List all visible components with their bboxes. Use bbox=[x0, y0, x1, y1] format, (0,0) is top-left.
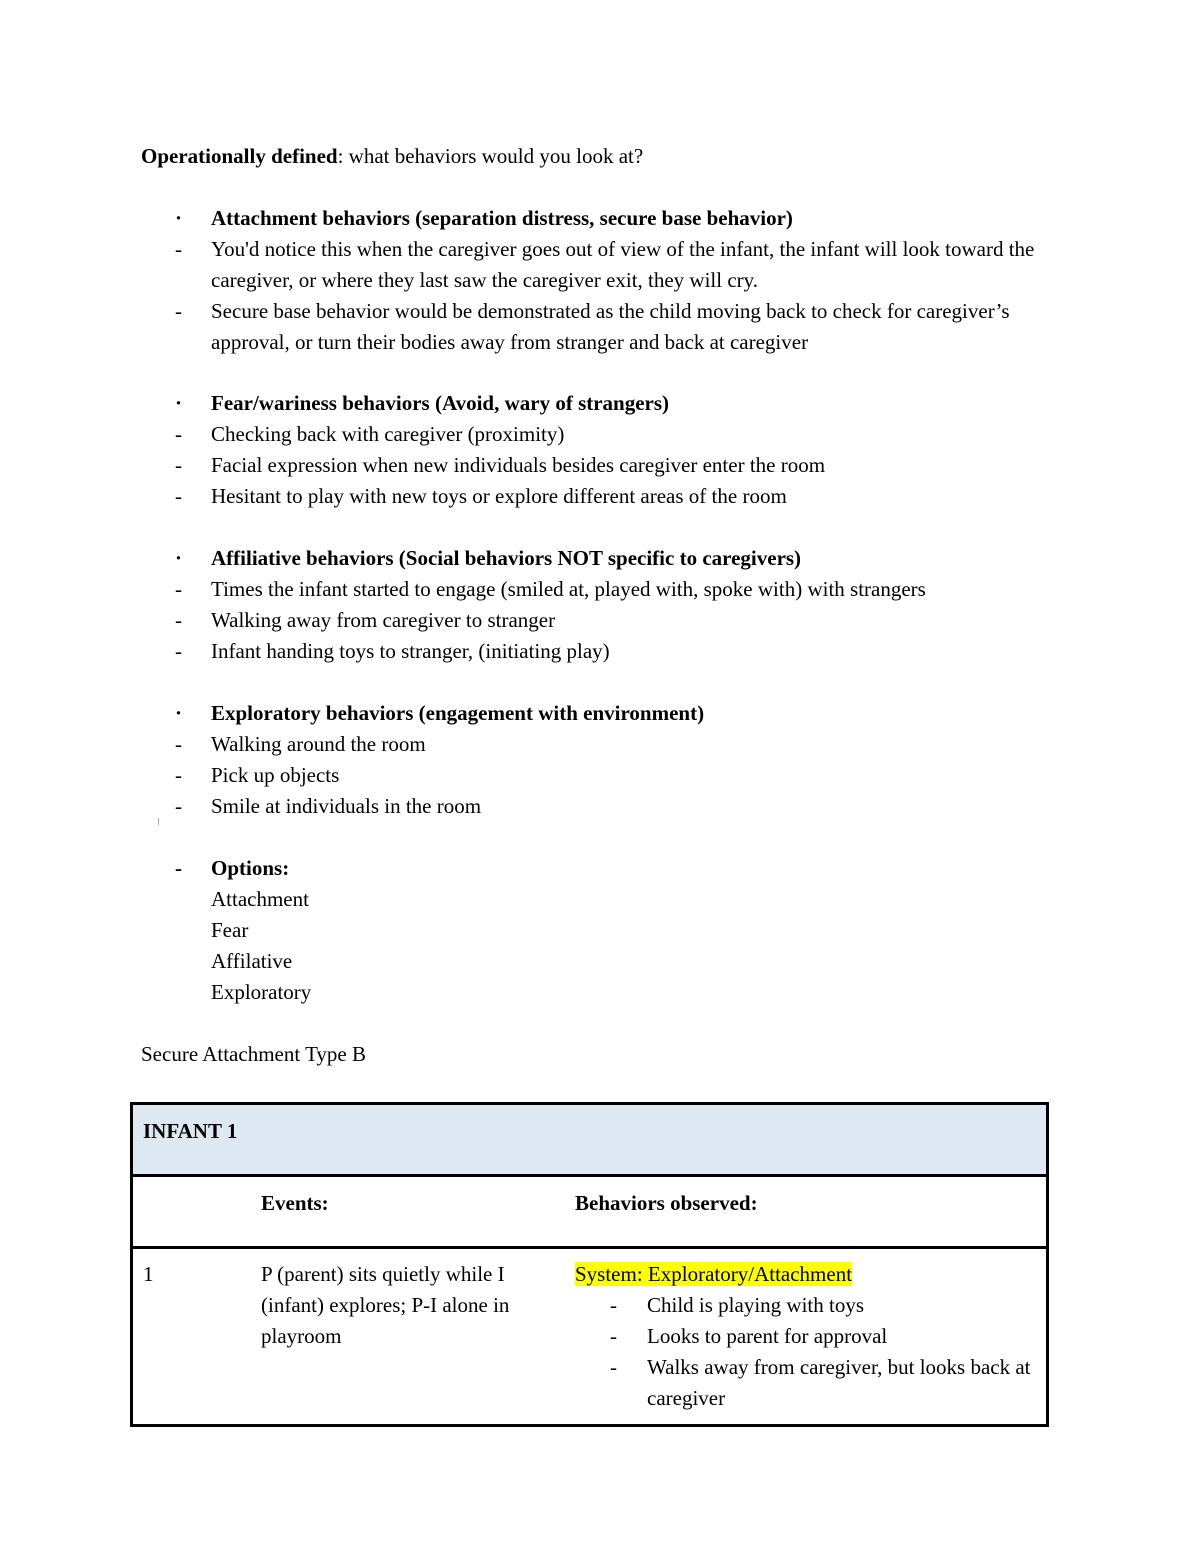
dash-marker: - bbox=[175, 422, 182, 446]
dash-marker: - bbox=[175, 856, 182, 880]
list-item: - Times the infant started to engage (smiled at, played with, spoke with) with strangers bbox=[141, 574, 1041, 605]
section-exploratory bbox=[141, 698, 1041, 822]
list-item: - Child is playing with toys bbox=[610, 1293, 865, 1317]
header-cell-empty bbox=[132, 1176, 262, 1248]
dash-marker: - bbox=[175, 453, 182, 477]
dash-marker: - bbox=[175, 608, 182, 632]
intro-question: : what behaviors would you look at? bbox=[337, 144, 644, 168]
intro-term: Operationally defined bbox=[141, 144, 338, 168]
dash-marker: - bbox=[175, 732, 182, 756]
list-item: - Walking away from caregiver to stranger bbox=[141, 605, 1041, 636]
list-item: - You'd notice this when the caregiver goes out of view of the infant, the infant will look toward the caregiver, or where they last saw the caregiver exit, they will cry. bbox=[141, 234, 1041, 296]
list-item: - Looks to parent for approval bbox=[610, 1324, 888, 1348]
system-highlight: System: Exploratory/Attachment bbox=[575, 1262, 853, 1286]
header-events: Events: bbox=[261, 1176, 575, 1248]
section-affiliative bbox=[141, 543, 1041, 667]
dash-marker: - bbox=[175, 763, 182, 787]
dash-marker: - bbox=[175, 484, 182, 508]
list-item: - Secure base behavior would be demonstrated as the child moving back to check for caregiver’s approval, or turn their bodies away from stranger and back at caregiver bbox=[141, 296, 1041, 358]
dash-marker: - bbox=[175, 577, 182, 601]
section-attachment bbox=[141, 203, 1041, 358]
bullet-dot: · bbox=[175, 701, 183, 725]
list-item: - Walking around the room bbox=[141, 729, 1041, 760]
stray-mark bbox=[158, 818, 159, 825]
section-heading: · Affiliative behaviors (Social behaviors NOT specific to caregivers) bbox=[141, 543, 1041, 574]
table-header-row bbox=[132, 1176, 1048, 1248]
header-behaviors: Behaviors observed: bbox=[575, 1176, 1048, 1248]
list-item: - Checking back with caregiver (proximity) bbox=[141, 419, 1041, 450]
options-heading: - Options: bbox=[141, 853, 1041, 884]
behavior-list bbox=[575, 1290, 1046, 1414]
section-heading: · Attachment behaviors (separation distress, secure base behavior) bbox=[141, 203, 1041, 234]
bullet-dot: · bbox=[175, 546, 183, 570]
row-event: P (parent) sits quietly while I (infant) explores; P-I alone in playroom bbox=[261, 1262, 510, 1348]
bullet-dot: · bbox=[175, 206, 183, 230]
section-options bbox=[141, 853, 1041, 1008]
section-fear bbox=[141, 388, 1041, 512]
section-heading: · Exploratory behaviors (engagement with environment) bbox=[141, 698, 1041, 729]
option-item: Affilative bbox=[211, 949, 293, 973]
option-item: Fear bbox=[211, 918, 249, 942]
dash-marker: - bbox=[175, 237, 182, 261]
row-number: 1 bbox=[143, 1262, 154, 1286]
option-item: Exploratory bbox=[211, 980, 312, 1004]
list-item: - Smile at individuals in the room bbox=[141, 791, 1041, 822]
row-behaviors bbox=[575, 1248, 1048, 1426]
intro-line bbox=[141, 141, 643, 172]
list-item: - Facial expression when new individuals besides caregiver enter the room bbox=[141, 450, 1041, 481]
list-item: - Infant handing toys to stranger, (initiating play) bbox=[141, 636, 1041, 667]
list-item: - Pick up objects bbox=[141, 760, 1041, 791]
infant-observation-table bbox=[130, 1102, 1049, 1427]
dash-marker: - bbox=[175, 639, 182, 663]
list-item: - Hesitant to play with new toys or explore different areas of the room bbox=[141, 481, 1041, 512]
list-item: - Walks away from caregiver, but looks back at caregiver bbox=[610, 1355, 1031, 1410]
table-title: INFANT 1 bbox=[132, 1104, 1048, 1176]
bullet-dot: · bbox=[175, 391, 183, 415]
dash-marker: - bbox=[175, 794, 182, 818]
table-title-row bbox=[132, 1104, 1048, 1176]
section-heading: · Fear/wariness behaviors (Avoid, wary of strangers) bbox=[141, 388, 1041, 419]
attachment-type-caption: Secure Attachment Type B bbox=[141, 1042, 367, 1066]
table-row bbox=[132, 1248, 1048, 1426]
dash-marker: - bbox=[175, 299, 182, 323]
option-item: Attachment bbox=[211, 887, 309, 911]
